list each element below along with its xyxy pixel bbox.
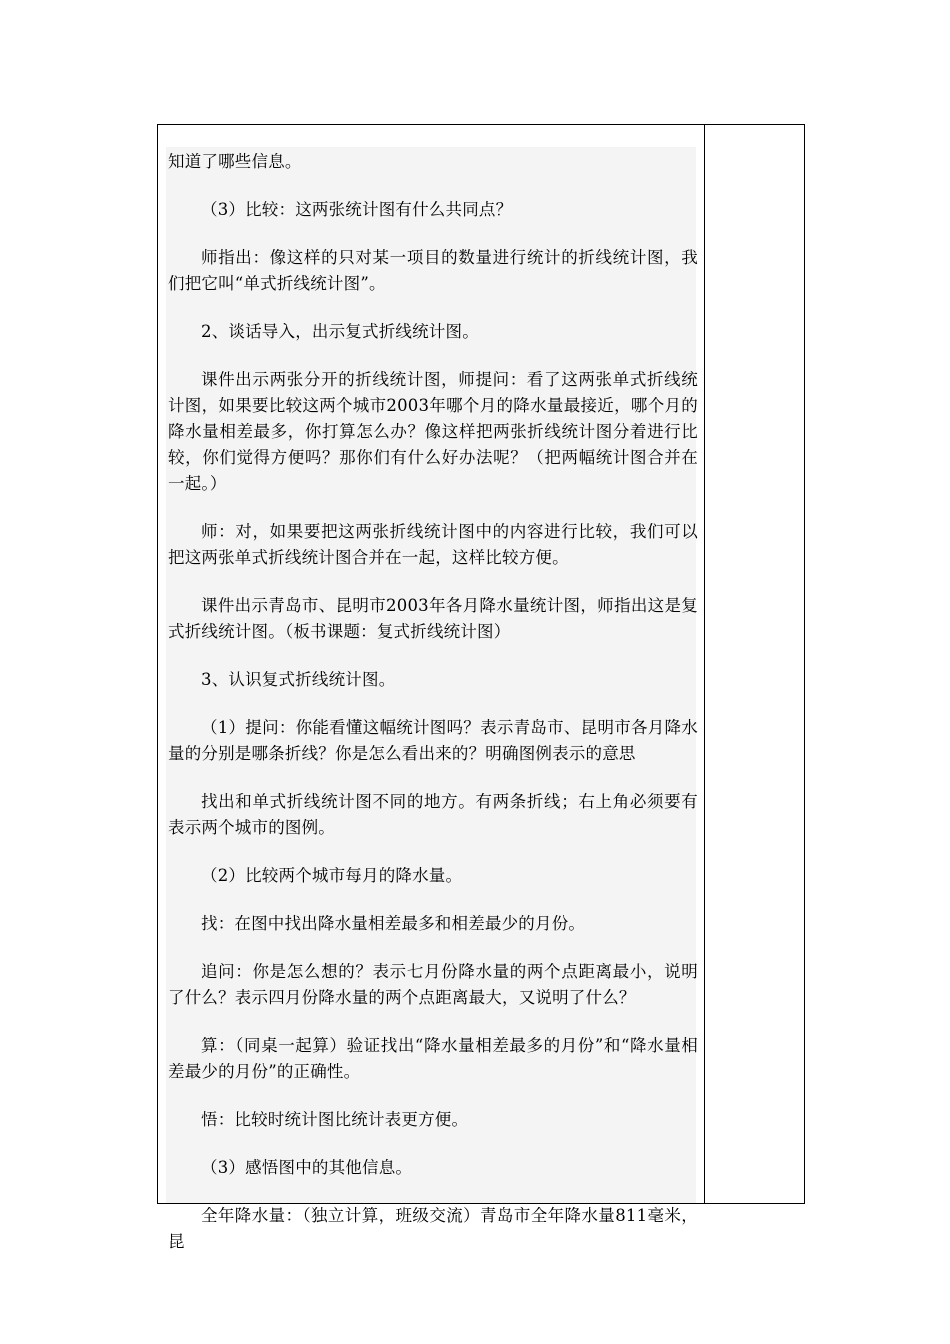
paragraph: （3）感悟图中的其他信息。 — [201, 1158, 413, 1177]
paragraph: 追问：你是怎么想的？表示七月份降水量的两个点距离最小，说明了什么？表示四月份降水量的两个点距离最大，又说明了什么？ — [168, 962, 698, 1007]
paragraph: 全年降水量：（独立计算，班级交流）青岛市全年降水量811毫米，昆 — [168, 1206, 698, 1251]
paragraph: 3、认识复式折线统计图。 — [201, 670, 396, 689]
lesson-content-cell — [168, 149, 698, 1255]
paragraph: 课件出示青岛市、昆明市2003年各月降水量统计图，师指出这是复式折线统计图。（板书课题：复式折线统计图） — [168, 596, 698, 641]
paragraph: 课件出示两张分开的折线统计图，师提问：看了这两张单式折线统计图，如果要比较这两个城市2003年哪个月的降水量最接近，哪个月的降水量相差最多，你打算怎么办？像这样把两张折线统计图分着进行比较，你们觉得方便吗？那你们有什么好办法呢？（把两幅统计图合并在一起。） — [168, 370, 698, 493]
paragraph: 找：在图中找出降水量相差最多和相差最少的月份。 — [201, 914, 586, 933]
paragraph: 师指出：像这样的只对某一项目的数量进行统计的折线统计图，我们把它叫“单式折线统计图”。 — [168, 248, 698, 293]
paragraph: 找出和单式折线统计图不同的地方。有两条折线；右上角必须要有表示两个城市的图例。 — [168, 792, 698, 837]
paragraph: 师：对，如果要把这两张折线统计图中的内容进行比较，我们可以把这两张单式折线统计图合并在一起，这样比较方便。 — [168, 522, 698, 567]
lesson-table — [157, 124, 805, 1251]
column-divider — [704, 125, 705, 1203]
paragraph: （2）比较两个城市每月的降水量。 — [201, 866, 463, 885]
paragraph: 2、谈话导入，出示复式折线统计图。 — [201, 322, 479, 341]
paragraph: （1）提问：你能看懂这幅统计图吗？表示青岛市、昆明市各月降水量的分别是哪条折线？你是怎么看出来的？明确图例表示的意思 — [168, 718, 698, 763]
paragraph: 知道了哪些信息。 — [168, 152, 302, 171]
paragraph: 算：（同桌一起算）验证找出“降水量相差最多的月份”和“降水量相差最少的月份”的正确性。 — [168, 1036, 698, 1081]
paragraph: （3）比较：这两张统计图有什么共同点？ — [201, 200, 513, 219]
paragraph: 悟：比较时统计图比统计表更方便。 — [201, 1110, 469, 1129]
